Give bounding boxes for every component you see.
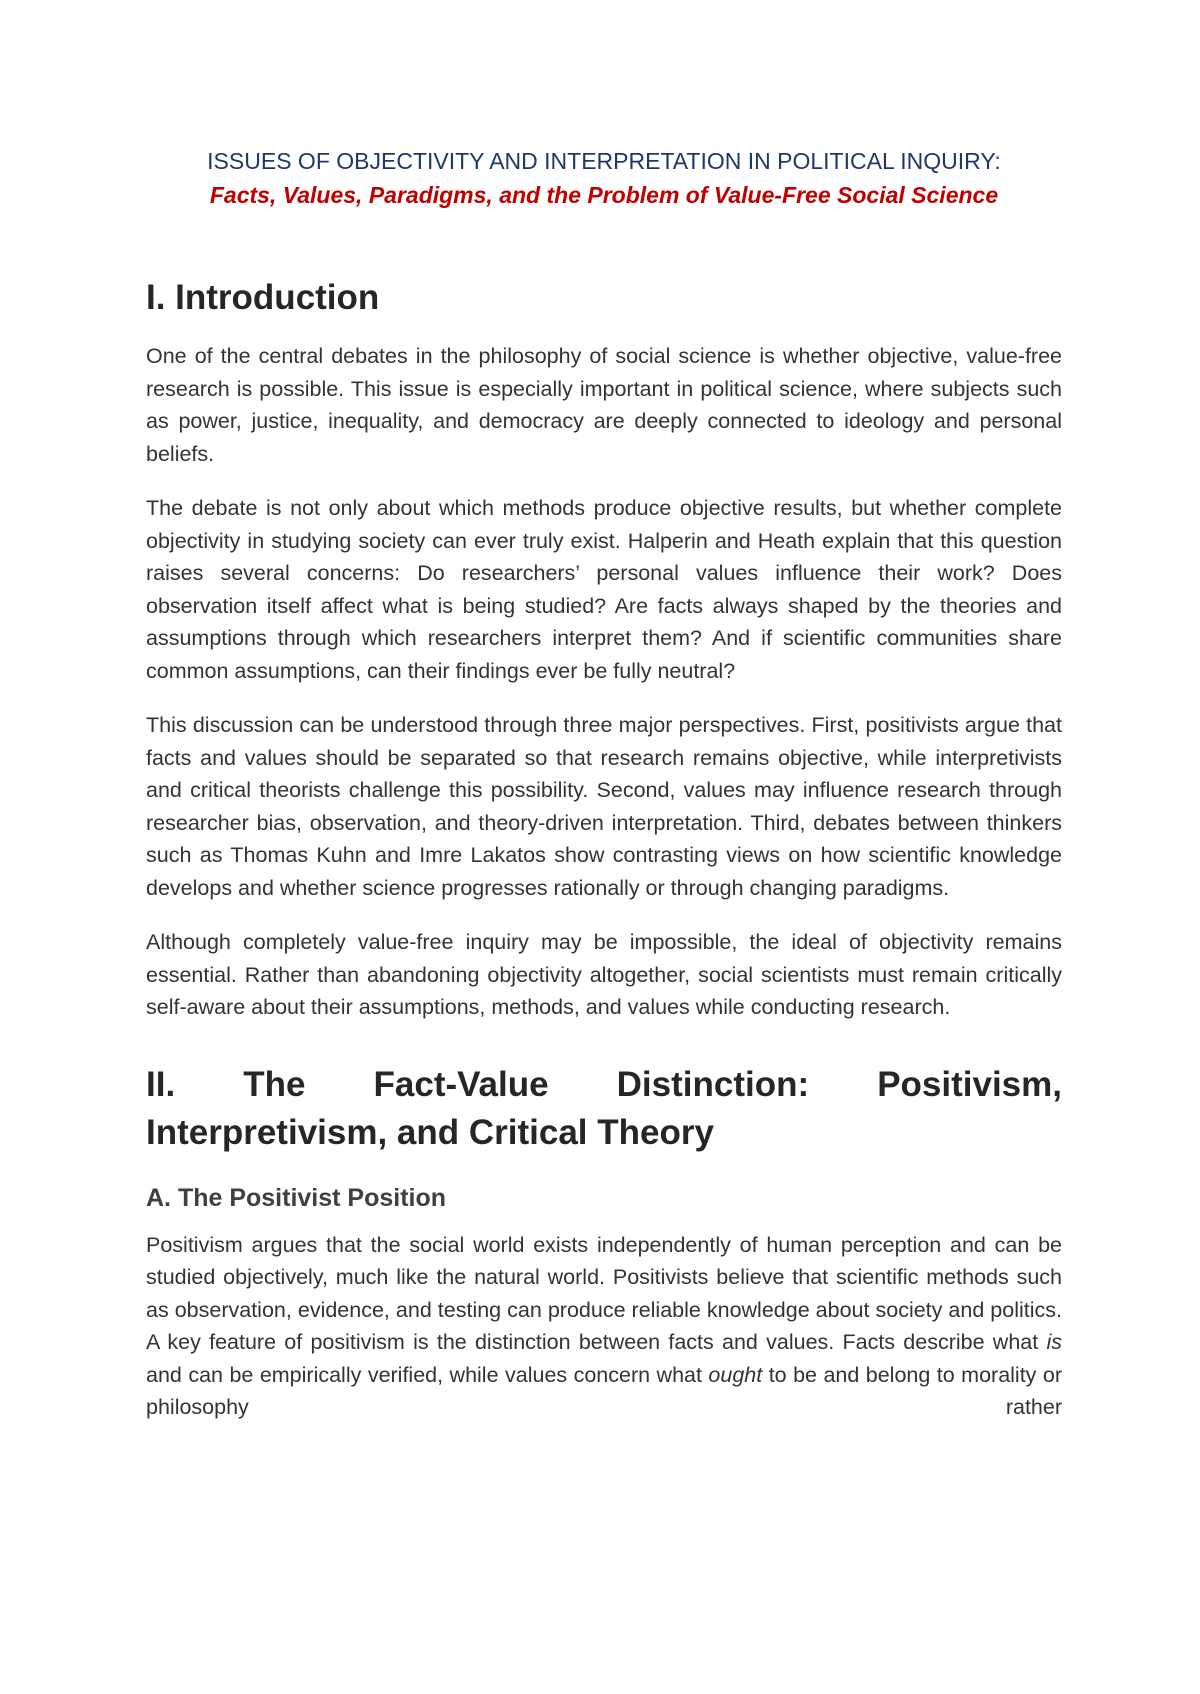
intro-paragraph-1: One of the central debates in the philosophy of social science is whether objective, value-free research is possible. This issue is especially important in political science, where subjects such as power, justice, inequality, and democracy are deeply connected to ideology and personal beliefs. (146, 344, 1062, 466)
intro-paragraph-4: Although completely value-free inquiry may be impossible, the ideal of objectivity remains essential. Rather than abandoning objectivity altogether, social scientists must remain critically self-aware about their assumptions, methods, and values while conducting research. (146, 930, 1062, 1019)
emphasis-ought: ought (708, 1362, 763, 1387)
positivism-paragraph (146, 1229, 1062, 1424)
emphasis-is: is (1046, 1330, 1062, 1354)
positivism-text-part-1: Positivism argues that the social world exists independently of human perception and can be studied objectively, much like the natural world. Positivists believe that scientific methods such as observation, evidence, and testing can produce reliable knowledge about society and politics. A key feature of positivism is the distinction between facts and values. Facts describe what (146, 1232, 1062, 1354)
intro-paragraph-3: This discussion can be understood through three major perspectives. First, positivists argue that facts and values should be separated so that research remains objective, while interpretivists and critical theorists challenge this possibility. Second, values may influence research through researcher bias, observation, and theory-driven interpretation. Third, debates between thinkers such as Thomas Kuhn and Imre Lakatos show contrasting views on how scientific knowledge develops and whether science progresses rationally or through changing paradigms. (146, 713, 1062, 900)
document-subtitle: Facts, Values, Paradigms, and the Problem of Value-Free Social Science (209, 182, 999, 208)
section-heading-introduction: I. Introduction (146, 278, 380, 317)
section-heading-fact-value: II. The Fact-Value Distinction: Positivism, Interpretivism, and Critical Theory (146, 1064, 1062, 1152)
positivism-text-part-3: to be and belong to morality or philosophy rather (146, 1362, 1062, 1419)
document-title-block (146, 144, 1062, 212)
intro-paragraph-2: The debate is not only about which methods produce objective results, but whether complete objectivity in studying society can ever truly exist. Halperin and Heath explain that this question raises several concerns: Do researchers’ personal values influence their work? Does observation itself affect what is being studied? Are facts always shaped by the theories and assumptions through which researchers interpret them? And if scientific communities share common assumptions, can their findings ever be fully neutral? (146, 496, 1062, 683)
document-title: ISSUES OF OBJECTIVITY AND INTERPRETATION IN POLITICAL INQUIRY: (207, 148, 1001, 174)
subsection-heading-positivist: A. The Positivist Position (146, 1183, 447, 1212)
positivism-text-part-2: and can be empirically verified, while values concern what (146, 1362, 709, 1387)
